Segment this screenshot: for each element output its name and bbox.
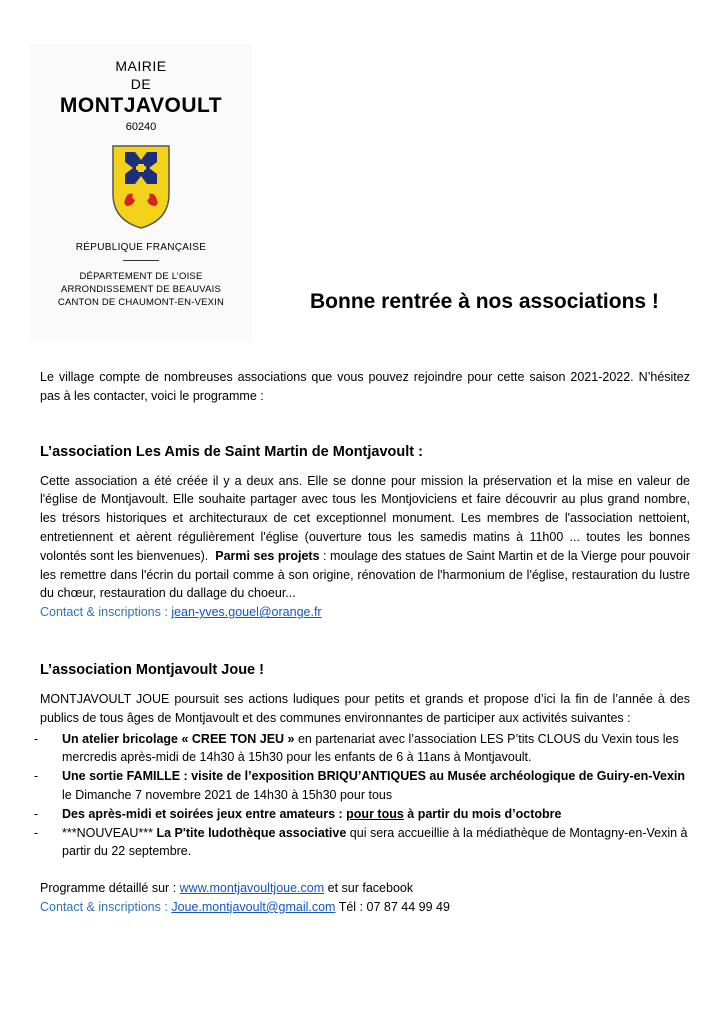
item-prefix: ***NOUVEAU***	[62, 825, 157, 840]
item-bold: Une sortie FAMILLE : visite de l’exposition BRIQU’ANTIQUES au Musée archéologique de Guiry-en-Vexin	[62, 769, 686, 784]
section1-projects-label: Parmi ses projets	[215, 548, 320, 563]
contact-separator: :	[160, 605, 172, 620]
item-bold-after: à partir du mois d’octobre	[403, 806, 562, 821]
item-text: en partenariat avec l’association LES P’tits CLOUS du Vexin tous les mercredis après-midi de 14h30 à 15h30 pour les enfants de 6 à 11ans à Montjavoult.	[62, 731, 679, 765]
program-line	[40, 879, 690, 898]
item-text: qui sera accueillie à la médiathèque de Montagny-en-Vexin à partir du 22 septembre.	[62, 825, 688, 859]
item-underlined: pour tous	[346, 806, 404, 821]
coat-of-arms-icon	[111, 144, 171, 230]
logo-mairie: MAIRIE	[115, 58, 167, 74]
section1-body	[40, 472, 690, 604]
section1-projects-text: : moulage des statues de Saint Martin et de la Vierge pour pouvoir les remettre dans l'écrin du portail comme à son origine, rénovation de l'harmonium de l'église, restauration du lustre du chœur, restauration du dallage du choeur...	[40, 548, 690, 601]
item-bold: Un atelier bricolage « CREE TON JEU »	[62, 731, 295, 746]
program-website-link[interactable]: www.montjavoultjoue.com	[179, 881, 325, 896]
mairie-logo	[30, 44, 252, 342]
contact-separator: :	[160, 899, 172, 914]
section1-title: L’association Les Amis de Saint Martin de Montjavoult :	[40, 443, 423, 460]
intro-paragraph: Le village compte de nombreuses associations que vous pouvez rejoindre pour cette saison 2021-2022. N’hésitez pas à les contacter, voici le programme :	[40, 370, 690, 403]
logo-dept-line: CANTON DE CHAUMONT-EN-VEXIN	[57, 297, 225, 308]
program-label: Programme détaillé sur :	[40, 881, 180, 896]
item-bold: La P'tite ludothèque associative	[156, 825, 347, 840]
logo-divider	[123, 260, 159, 261]
section1-contact-email-link[interactable]: jean-yves.gouel@orange.fr	[171, 605, 322, 620]
logo-de: DE	[130, 76, 152, 92]
logo-commune: MONTJAVOULT	[59, 94, 223, 117]
item-text: le Dimanche 7 novembre 2021 de 14h30 à 15h30 pour tous	[62, 787, 393, 802]
section2-intro: MONTJAVOULT JOUE poursuit ses actions ludiques pour petits et grands et propose d’ici la fin de l’année à des publics de tous âges de Montjavoult et des communes environnantes de participer aux activités suivantes :	[40, 691, 690, 725]
item-bold: Des après-midi et soirées jeux entre amateurs :	[62, 806, 347, 821]
section2-contact-email-link[interactable]: Joue.montjavoult@gmail.com	[171, 899, 336, 914]
logo-dept-line: ARRONDISSEMENT DE BEAUVAIS	[60, 284, 222, 295]
phone-number: Tél : 07 87 44 99 49	[335, 899, 450, 914]
section2-contact	[40, 898, 690, 917]
logo-republic: RÉPUBLIQUE FRANÇAISE	[75, 242, 207, 253]
logo-postal-code: 60240	[125, 121, 157, 133]
section2-contact-label: Contact & inscriptions	[40, 899, 161, 914]
list-item	[40, 805, 690, 824]
main-content	[40, 368, 690, 917]
list-item	[40, 730, 690, 768]
section1-contact	[40, 603, 690, 622]
section1-contact-label: Contact & inscriptions	[40, 605, 161, 620]
section2-title: L’association Montjavoult Joue !	[40, 661, 264, 678]
activities-list	[40, 730, 690, 862]
page-headline: Bonne rentrée à nos associations !	[310, 290, 659, 313]
logo-dept-line: DÉPARTEMENT DE L’OISE	[79, 271, 203, 282]
section1-body-text: Cette association a été créée il y a deux ans. Elle se donne pour mission la préservation et la mise en valeur de l'église de Montjavoult. Elle souhaite partager avec tous les Montjoviciens et faire découvrir au plus grand nombre, les trésors historiques et architecturaux de cet exceptionnel monument. Les membres de l'association nettoient, entretiennent et aèrent régulièrement l'église (ouverture tous les samedis matins à 11h00 ... toutes les bonnes volontés sont les bienvenues).	[40, 473, 690, 563]
list-item	[40, 767, 690, 805]
program-suffix: et sur facebook	[324, 881, 414, 896]
list-item	[40, 824, 690, 862]
